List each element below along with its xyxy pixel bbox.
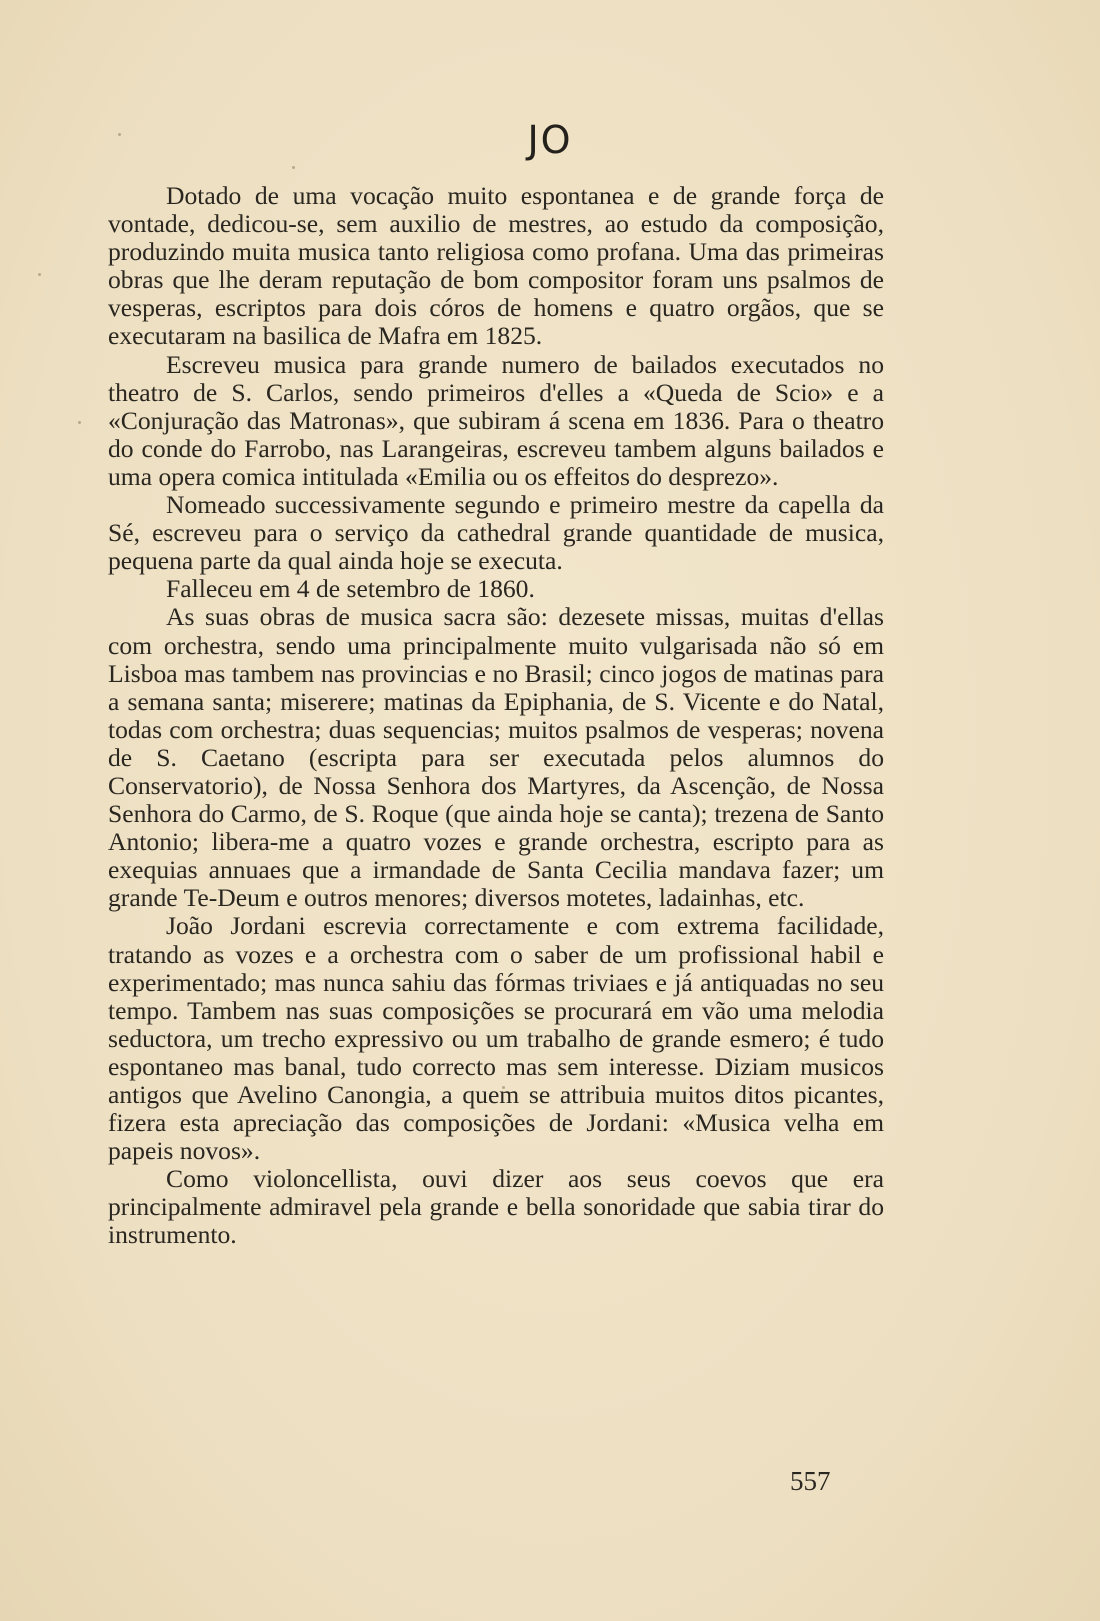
paragraph: Nomeado successivamente segundo e primeiro mestre da capella da Sé, escreveu para o serviço da cathedral grande quantidade de musica, pequena parte da qual ainda hoje se executa. (108, 490, 884, 576)
paragraph: Dotado de uma vocação muito espontanea e de grande força de vontade, dedicou-se, sem auxilio de mestres, ao estudo da composição, produzindo muita musica tanto religiosa como profana. Uma das primeiras obras que lhe deram reputação de bom compositor foram uns psalmos de vesperas, escriptos para dois córos de homens e quatro orgãos, que se executaram na basilica de Mafra em 1825. (108, 181, 884, 351)
running-head: JO (527, 118, 573, 162)
paper-speck (292, 166, 295, 169)
paper-speck (78, 421, 81, 424)
page-number: 557 (790, 1466, 831, 1496)
paper-speck (38, 273, 41, 276)
paragraph: João Jordani escrevia correctamente e com extrema facilidade, tratando as vozes e a orchestra com o saber de um profissional habil e experimentado; mas nunca sahiu das fórmas triviaes e já antiquadas no seu tempo. Tambem nas suas composições se procurará em vão uma melodia seductora, um trecho expressivo ou um trabalho de grande esmero; é tudo espontaneo mas banal, tudo correcto mas sem interesse. Diziam musicos antigos que Avelino Canongia, a quem se attribuia muitos ditos picantes, fizera esta apreciação das composições de Jordani: «Musica velha em papeis novos». (108, 911, 884, 1166)
paragraph: Como violoncellista, ouvi dizer aos seus coevos que era principalmente admiravel pela grande e bella sonoridade que sabia tirar do instrumento. (108, 1164, 884, 1250)
body-text (108, 182, 884, 1250)
paragraph: As suas obras de musica sacra são: dezesete missas, muitas d'ellas com orchestra, sendo uma principalmente muito vulgarisada não só em Lisboa mas tambem nas provincias e no Brasil; cinco jogos de matinas para a semana santa; miserere; matinas da Epiphania, de S. Vicente e do Natal, todas com orchestra; duas sequencias; muitos psalmos de vesperas; novena de S. Caetano (escripta para ser executada pelos alumnos do Conservatorio), de Nossa Senhora dos Martyres, da Ascenção, de Nossa Senhora do Carmo, de S. Roque (que ainda hoje se canta); trezena de Santo Antonio; libera-me a quatro vozes e grande orchestra, escripto para as exequias annuaes que a irmandade de Santa Cecilia mandava fazer; um grande Te-Deum e outros menores; diversos motetes, ladainhas, etc. (108, 602, 884, 913)
paragraph: Falleceu em 4 de setembro de 1860. (166, 574, 535, 604)
paragraph: Escreveu musica para grande numero de bailados executados no theatro de S. Carlos, sendo primeiros d'elles a «Queda de Scio» e a «Conjuração das Matronas», que subiram á scena em 1836. Para o theatro do conde do Farrobo, nas Larangeiras, escreveu tambem alguns bailados e uma opera comica intitulada «Emilia ou os effeitos do desprezo». (108, 349, 884, 491)
